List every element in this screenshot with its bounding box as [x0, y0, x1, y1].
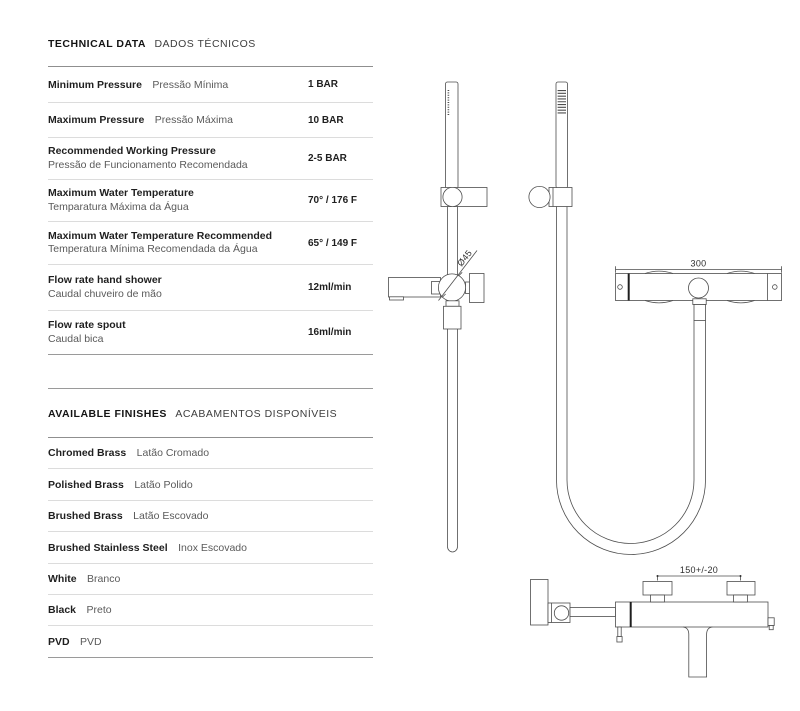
available-finishes-header	[48, 389, 373, 438]
shower-system-drawing	[385, 55, 800, 711]
spec-label	[48, 274, 308, 301]
dimension-tick	[657, 575, 659, 577]
spec-label	[48, 319, 308, 346]
finish-label-pt: Preto	[86, 604, 112, 617]
spec-label-en: Minimum Pressure	[48, 78, 142, 91]
spec-value: 65° / 149 F	[308, 237, 358, 249]
spec-label-pt: Pressão de Funcionamento Recomendada	[48, 158, 248, 171]
table-row	[48, 438, 373, 469]
finish-label-en: Chromed Brass	[48, 447, 127, 460]
slider-knob	[443, 187, 462, 206]
spec-label-en: Maximum Pressure	[48, 114, 145, 127]
finish-label	[48, 508, 373, 524]
table-row	[48, 564, 373, 595]
rail-tube	[448, 207, 458, 276]
table-row	[48, 595, 373, 626]
technical-drawings	[385, 55, 800, 711]
bath-spout	[683, 627, 712, 677]
finish-label-en: Polished Brass	[48, 478, 124, 491]
body-end-detail	[769, 626, 773, 630]
finish-label-en: White	[48, 573, 77, 585]
finish-label-pt: PVD	[80, 635, 102, 648]
spec-label-en: Flow rate hand shower	[48, 274, 162, 286]
spacing-dimension-line	[658, 576, 741, 581]
fixing-screw	[618, 285, 623, 290]
table-row	[48, 138, 373, 180]
dimension-label-bar-width: 300	[690, 258, 707, 269]
inlet-connector	[643, 582, 672, 596]
spec-label-pt: Pressão Mínima	[152, 78, 229, 91]
available-finishes-rows	[48, 438, 373, 658]
table-row	[48, 180, 373, 222]
dimension-label-inlet-spacing: 150+/-20	[679, 565, 719, 575]
finish-label-pt: Latão Escovado	[133, 510, 209, 523]
section-title-pt: DADOS TÉCNICOS	[154, 38, 256, 50]
inlet-connector	[727, 582, 755, 596]
spout-outlet	[390, 297, 404, 300]
section-title-en: AVAILABLE FINISHES	[48, 408, 167, 420]
finish-label-en: PVD	[48, 635, 70, 648]
spec-label	[48, 187, 308, 214]
spec-label-en: Maximum Water Temperature	[48, 187, 194, 199]
hose-nut	[694, 305, 706, 321]
finish-label-en: Brushed Stainless Steel	[48, 541, 168, 554]
finish-label	[48, 477, 373, 493]
finish-label	[48, 602, 373, 618]
spec-label	[48, 77, 308, 93]
spec-label	[48, 230, 308, 257]
spec-label-en: Recommended Working Pressure	[48, 145, 216, 157]
spec-value: 1 BAR	[308, 79, 339, 90]
table-row	[48, 103, 373, 138]
rail-lower-tube	[448, 329, 458, 552]
hand-shower-front	[556, 82, 568, 188]
table-row	[48, 626, 373, 657]
section-title-en: TECHNICAL DATA	[48, 38, 146, 50]
finish-label	[48, 634, 373, 650]
diverter-pin	[618, 627, 621, 637]
spec-label	[48, 112, 308, 128]
hand-shower-parked	[531, 580, 549, 626]
hand-shower-front-view	[529, 82, 706, 555]
table-row	[48, 67, 373, 103]
technical-data-header	[48, 33, 373, 67]
spec-label-pt: Caudal bica	[48, 332, 104, 345]
inlet-neck	[651, 595, 665, 602]
table-row	[48, 469, 373, 500]
available-finishes-section	[48, 388, 373, 658]
diverter-pin-tip	[617, 637, 622, 643]
finish-label-en: Brushed Brass	[48, 510, 123, 523]
finish-label-en: Black	[48, 604, 77, 617]
spec-label-pt: Pressão Máxima	[154, 114, 233, 127]
shower-hose-loop	[557, 207, 706, 555]
holder-knob	[529, 186, 550, 207]
finish-label-pt: Branco	[87, 573, 121, 585]
table-row	[48, 265, 373, 311]
mixer-body	[616, 602, 769, 627]
table-row	[48, 532, 373, 563]
body-end-outlet	[768, 618, 774, 626]
spec-value: 10 BAR	[308, 114, 344, 126]
spec-label-en: Maximum Water Temperature Recommended	[48, 229, 273, 242]
section-title-pt: ACABAMENTOS DISPONÍVEIS	[175, 408, 338, 420]
technical-data-rows	[48, 67, 373, 355]
dimension-tick	[740, 575, 742, 577]
spec-label-pt: Temperatura Mínima Recomendada da Água	[48, 243, 258, 255]
fixing-screw	[773, 285, 778, 290]
spec-label-pt: Caudal chuveiro de mão	[48, 287, 162, 300]
hose-adapter	[693, 299, 706, 305]
table-row	[48, 222, 373, 265]
spec-label-en: Flow rate spout	[48, 319, 126, 331]
spec-value: 12ml/min	[308, 282, 352, 293]
spec-label-pt: Temparatura Máxima da Água	[48, 200, 189, 213]
finish-label-pt: Inox Escovado	[178, 541, 247, 554]
hand-shower-side	[446, 82, 459, 189]
technical-data-section	[48, 33, 373, 355]
shower-column-side-view	[389, 82, 488, 552]
finish-label	[48, 540, 373, 556]
finish-label-pt: Latão Polido	[134, 478, 193, 491]
hose-adapter	[446, 301, 459, 307]
finish-label	[48, 445, 373, 461]
mixer-top-view	[616, 259, 782, 321]
spec-value: 2-5 BAR	[308, 153, 347, 164]
mixer-handle	[470, 274, 485, 303]
finish-label	[48, 571, 373, 587]
inlet-neck	[734, 595, 748, 602]
holder-bracket	[549, 188, 572, 207]
finish-label-pt: Latão Cromado	[136, 447, 210, 460]
holder-knob	[554, 606, 568, 620]
mixer-front-view	[531, 565, 775, 677]
spec-value: 16ml/min	[308, 327, 352, 338]
dimension-label-diameter: Ø45	[455, 248, 475, 269]
hose-nut	[444, 306, 462, 329]
spec-value: 70° / 176 F	[308, 195, 358, 206]
table-row	[48, 311, 373, 355]
table-row	[48, 501, 373, 532]
diverter-knob	[689, 278, 709, 298]
shower-arm	[570, 608, 616, 617]
spec-label	[48, 145, 308, 172]
